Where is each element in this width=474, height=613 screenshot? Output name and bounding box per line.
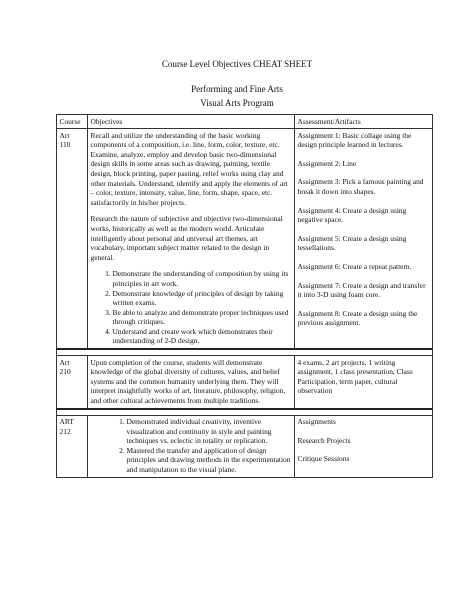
assessment-cell (295, 415, 433, 477)
assessment-item: Assignment 3: Pick a famous painting and break it down into shapes. (297, 177, 424, 196)
list-item: 3. Be able to analyze and demonstrate proper techniques used through critiques. (113, 308, 292, 327)
objective-list (91, 269, 292, 346)
objective-list (91, 417, 292, 475)
table-row-art-212 (57, 415, 433, 477)
objective-paragraph: Upon completion of the course, students will demonstrate knowledge of the global diversity of cultures, values, and belief systems and the common humanity underlying them. They will interpret insightfully works of art, literature, philosophy, religion, and other cultural achievements from multiple traditions. (90, 357, 286, 405)
program-heading: Visual Arts Program (200, 98, 274, 108)
assessment-item: Assignment 6: Create a repeat pattern. (297, 261, 412, 271)
list-item: 1. Demonstrated individual creativity, inventive visualization and continuity in style and painting techniques vs. eclectic in totality or replication. (127, 417, 292, 446)
assessment-item: Assignment 4: Create a design using negative space. (297, 205, 407, 225)
course-name: Art (59, 357, 70, 367)
objectives-cell (88, 356, 295, 409)
assessment-item: Assignments (297, 417, 336, 427)
assessment-cell (295, 129, 433, 349)
course-cell (57, 415, 88, 477)
document-title: Course Level Objectives CHEAT SHEET (161, 59, 313, 69)
course-cell (57, 129, 88, 349)
assessment-item: Assignment 7: Create a design and transfer it into 3-D using foam core. (297, 280, 426, 300)
objectives-cell (88, 129, 295, 349)
assessment-item: Critique Sessions (297, 454, 350, 464)
list-item: 4. Understand and create work which demonstrates their understanding of 2-D design. (113, 327, 292, 346)
table-row-art-110 (57, 129, 433, 349)
course-cell (57, 356, 88, 409)
list-item: 2. Mastered the transfer and application of design principles and drawing methods in the experimentation and manipulation to the visual plane. (127, 446, 292, 475)
column-header-objectives: Objectives (88, 115, 295, 129)
list-item: 1. Demonstrate the understanding of composition by using its principles in art work. (113, 269, 292, 288)
objective-paragraph: Research the nature of subjective and objective two-dimensional works, historically as well as the modern world. Articulate intelligently about personal and universal art themes, art vocabulary, important subject matter related to the design in general. (90, 214, 283, 262)
course-number: 212 (59, 426, 71, 436)
course-number: 210 (59, 367, 71, 377)
assessment-item: Assignment 5: Create a design using tessellations. (297, 233, 407, 253)
course-name: ART (59, 417, 74, 427)
assessment-item: Assignment 2: Line (297, 158, 357, 168)
column-header-course: Course (57, 115, 88, 129)
assessment-item: 4 exams, 2 art projects, 1 writing assignment, 1 class presentation, Class Participation, term paper, cultural observation (297, 357, 413, 396)
list-item: 2. Demonstrate knowledge of principles of design by taking written exams. (113, 289, 292, 308)
column-header-assessment: Assessment/Artifacts (295, 115, 433, 129)
table-header-row (57, 115, 433, 129)
department-heading: Performing and Fine Arts (191, 84, 283, 94)
assessment-item: Assignment 1: Basic collage using the design principle learned in lectures. (297, 130, 412, 150)
table-row-art-210 (57, 356, 433, 409)
assessment-item: Assignment 8: Create a design using the previous assignment. (297, 308, 418, 328)
assessment-item: Research Projects (297, 435, 351, 445)
objective-paragraph: Recall and utilize the understanding of the basic working components of a composition, i.e. line, form, color, texture, etc. Examine, analyze, employ and develop basic two-dimensional design skills in some areas such as drawing, painting, textile design, block printing, paper pasting, relief works using clay and other materials. Understand, identify and apply the elements of art – color, texture, intensity, value, line, form, shape, space, etc. satisfactorily in his/her projects. (90, 130, 288, 207)
assessment-cell (295, 356, 433, 409)
course-number: 110 (59, 140, 71, 150)
objectives-cell (88, 415, 295, 477)
objectives-table (56, 114, 433, 478)
course-name: Art (59, 130, 70, 140)
